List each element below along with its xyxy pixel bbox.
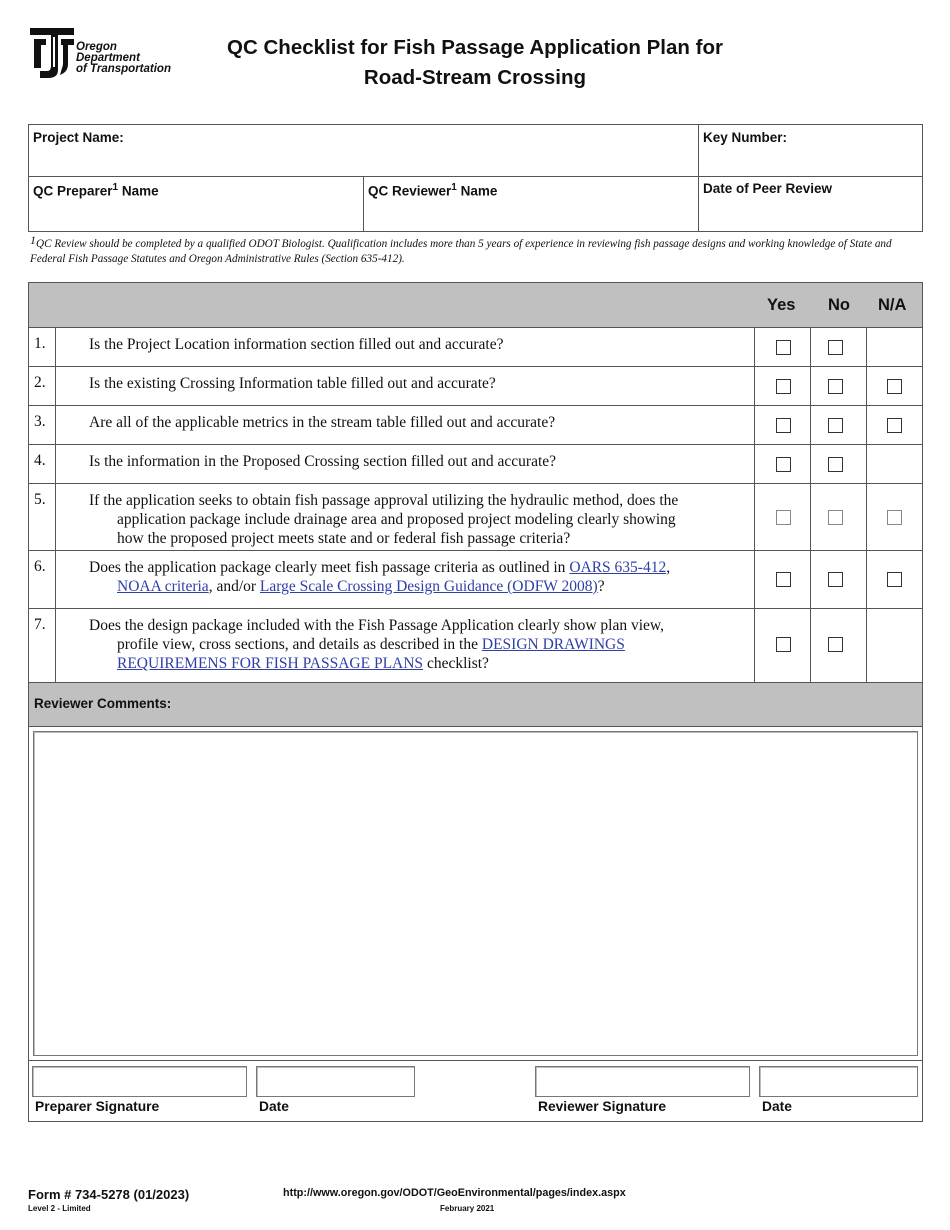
preparer-suffix: Name [118,183,159,199]
yes-checkbox[interactable] [776,340,791,355]
reviewer-label: QC Reviewer [368,183,452,199]
question-line: Does the design package included with the Fish Passage Application clearly show plan view, [89,617,664,634]
oars-link[interactable]: OARS 635-412 [569,559,667,576]
design-drawings-link[interactable]: DESIGN DRAWINGS [481,636,625,653]
noaa-criteria-link[interactable]: NOAA criteria [117,578,209,595]
checklist-row [29,406,922,445]
no-checkbox[interactable] [828,637,843,652]
preparer-name-field[interactable] [33,182,159,199]
na-checkbox[interactable] [887,379,902,394]
no-checkbox[interactable] [828,457,843,472]
signature-section [29,1061,922,1121]
checklist-row [29,551,922,609]
question-line [89,654,757,673]
row-number: 2. [29,367,56,405]
na-cell [866,484,867,550]
odfw-guidance-link[interactable]: Large Scale Crossing Design Guidance (ODFW 2008) [259,578,598,595]
project-info-table [28,124,923,232]
question-line [89,635,757,654]
logo-text [76,42,171,75]
yes-checkbox[interactable] [776,510,791,525]
col-yes-header: Yes [767,296,796,314]
footnote [30,233,920,267]
yes-cell [754,328,755,366]
project-name-label: Project Name: [33,130,124,145]
reviewer-comments-field[interactable] [33,731,918,1056]
preparer-date-field[interactable] [256,1066,415,1097]
reviewer-signature-label: Reviewer Signature [538,1099,667,1114]
odot-logo-icon [30,28,76,78]
checklist-row [29,445,922,484]
preparer-signature-field[interactable] [32,1066,247,1097]
question-text-part: ? [597,578,605,595]
peer-review-label: Date of Peer Review [703,181,833,196]
divider [698,125,699,231]
question-text-part: Does the application package clearly meet fish passage criteria as outlined in [89,559,570,576]
level-label: Level 2 - Limited [28,1204,91,1213]
question-text [89,558,757,596]
row-number: 6. [29,551,56,608]
preparer-signature-label: Preparer Signature [35,1099,160,1114]
no-cell [810,328,811,366]
checklist-row [29,609,922,683]
footnote-text: QC Review should be completed by a qualified ODOT Biologist. Qualification includes more than 5 years of experience in reviewing fish passage designs and working knowledge of State and Federal Fish Passage Statutes and Oregon Administrative Rules (Section 635-412). [30,238,892,265]
title-line-2: Road-Stream Crossing [363,66,587,89]
design-drawings-link-cont[interactable]: REQUIREMENS FOR FISH PASSAGE PLANS [117,655,424,672]
row-number: 3. [29,406,56,444]
na-cell [866,367,867,405]
reviewer-suffix: Name [456,183,498,199]
project-name-field[interactable] [33,130,124,145]
na-checkbox[interactable] [887,510,902,525]
no-cell [810,609,811,682]
checklist-row [29,484,922,551]
no-checkbox[interactable] [828,510,843,525]
no-checkbox[interactable] [828,379,843,394]
question-line: application package include drainage area and proposed project modeling clearly showing [117,511,676,528]
question-text: Is the information in the Proposed Crossing section filled out and accurate? [89,453,557,470]
na-cell [866,609,867,682]
na-checkbox[interactable] [887,572,902,587]
no-cell [810,484,811,550]
na-cell [866,406,867,444]
key-number-label: Key Number: [703,130,788,145]
form-number: Form # 734-5278 (01/2023) [28,1187,190,1202]
no-cell [810,551,811,608]
preparer-date-label: Date [259,1099,289,1114]
no-cell [810,445,811,483]
na-cell [866,328,867,366]
reviewer-date-label: Date [762,1099,792,1114]
question-text-part: checklist? [423,655,489,672]
divider [29,176,922,177]
logo-line: of Transportation [76,63,171,75]
checklist-row [29,367,922,406]
no-checkbox[interactable] [828,418,843,433]
footnote-mark: 1 [30,233,36,247]
yes-cell [754,551,755,608]
preparer-label: QC Preparer [33,183,113,199]
question-text-part: , and/or [208,578,260,595]
no-cell [810,406,811,444]
logo-line: Oregon [76,41,117,53]
peer-review-date-field[interactable] [703,181,832,196]
question-text: Is the Project Location information section filled out and accurate? [89,336,504,353]
question-text: Are all of the applicable metrics in the stream table filled out and accurate? [89,414,556,431]
row-number: 4. [29,445,56,483]
col-no-header: No [828,296,850,314]
comments-section [29,727,922,1061]
question-line: If the application seeks to obtain fish passage approval utilizing the hydraulic method, does the [89,492,679,509]
footer-url: http://www.oregon.gov/ODOT/GeoEnvironmental/pages/index.aspx [283,1187,626,1199]
yes-cell [754,609,755,682]
reviewer-date-field[interactable] [759,1066,918,1097]
yes-cell [754,406,755,444]
question-text [89,491,757,548]
no-cell [810,367,811,405]
question-text [89,616,757,673]
row-number: 1. [29,328,56,366]
yes-cell [754,445,755,483]
divider [363,176,364,231]
footnote-mark: 1 [112,182,119,193]
reviewer-comments-label: Reviewer Comments: [34,696,172,711]
title-line-1: QC Checklist for Fish Passage Application Plan for [227,36,723,59]
reviewer-name-field[interactable] [368,182,497,199]
question-line [89,577,757,596]
question-text-part: profile view, cross sections, and details as described in the [117,636,482,653]
no-checkbox[interactable] [828,340,843,355]
page-title [200,33,750,93]
na-checkbox[interactable] [887,418,902,433]
logo-line: Department [76,52,140,64]
yes-checkbox[interactable] [776,379,791,394]
footer-date: February 2021 [440,1204,495,1213]
checklist-header [29,283,922,328]
yes-checkbox[interactable] [776,457,791,472]
yes-cell [754,484,755,550]
question-line: how the proposed project meets state and or federal fish passage criteria? [117,530,571,547]
no-checkbox[interactable] [828,572,843,587]
yes-checkbox[interactable] [776,637,791,652]
na-cell [866,551,867,608]
footnote-mark: 1 [451,182,457,193]
question-text-part: , [666,559,671,576]
question-text: Is the existing Crossing Information table filled out and accurate? [89,375,496,392]
yes-checkbox[interactable] [776,418,791,433]
reviewer-signature-field[interactable] [535,1066,750,1097]
key-number-field[interactable] [703,130,787,145]
yes-checkbox[interactable] [776,572,791,587]
row-number: 5. [29,484,56,550]
yes-cell [754,367,755,405]
qc-checklist [28,282,923,1122]
na-cell [866,445,867,483]
reviewer-comments-header [29,683,922,727]
row-number: 7. [29,609,56,682]
col-na-header: N/A [878,296,907,314]
checklist-row [29,328,922,367]
